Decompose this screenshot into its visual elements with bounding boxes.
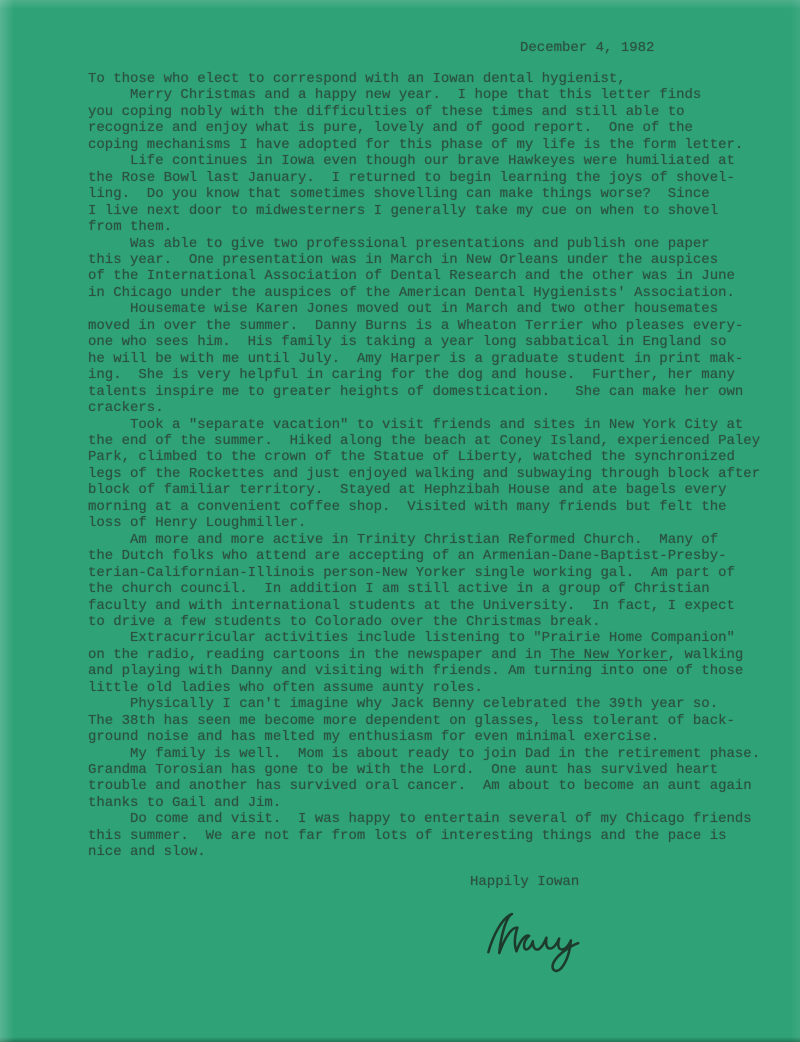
- letter-line: this summer. We are not far from lots of interesting things and the pace is: [88, 827, 727, 844]
- letter-line: little old ladies who often assume aunty roles.: [88, 679, 483, 696]
- letter-line: ling. Do you know that sometimes shovelling can make things worse? Since: [88, 186, 710, 203]
- letter-line: The 38th has seen me become more dependent on glasses, less tolerant of back-: [88, 712, 735, 729]
- letter-line: Am more and more active in Trinity Christian Reformed Church. Many of: [88, 531, 719, 548]
- letter-line: from them.: [88, 219, 173, 236]
- letter-line: I live next door to midwesterners I generally take my cue on when to shovel: [88, 202, 719, 219]
- letter-line: moved in over the summer. Danny Burns is a Wheaton Terrier who pleases every-: [88, 317, 744, 334]
- letter-line: one who sees him. His family is taking a year long sabbatical in England so: [88, 334, 727, 351]
- letter-line: thanks to Gail and Jim.: [88, 794, 282, 811]
- letter-line: ground noise and has melted my enthusiasm for even minimal exercise.: [88, 729, 660, 746]
- letter-line: Park, climbed to the crown of the Statue of Liberty, watched the synchronized: [88, 449, 735, 466]
- letter-line: Do come and visit. I was happy to entertain several of my Chicago friends: [88, 811, 752, 828]
- underlined-publication: The New Yorker: [550, 646, 668, 663]
- letter-line: Life continues in Iowa even though our brave Hawkeyes were humiliated at: [88, 153, 735, 170]
- letter-body: [88, 71, 780, 861]
- letter-line: talents inspire me to greater heights of domestication. She can make her own: [88, 383, 744, 400]
- letter-line: in Chicago under the auspices of the American Dental Hygienists' Association.: [88, 284, 735, 301]
- letter-line: on the radio, reading cartoons in the newspaper and in The New Yorker, walking: [88, 646, 744, 663]
- letter-date: December 4, 1982: [520, 40, 655, 56]
- letter-line: crackers.: [88, 400, 164, 417]
- letter-line: to drive a few students to Colorado over the Christmas break.: [88, 613, 601, 630]
- letter-line: and playing with Danny and visiting with friends. Am turning into one of those: [88, 663, 744, 680]
- letter-line: faculty and with international students at the University. In fact, I expect: [88, 597, 735, 614]
- letter-line: recognize and enjoy what is pure, lovely and of good report. One of the: [88, 120, 693, 137]
- letter-line: nice and slow.: [88, 844, 206, 861]
- letter-line: he will be with me until July. Amy Harper is a graduate student in print mak-: [88, 350, 744, 367]
- letter-line: Took a "separate vacation" to visit friends and sites in New York City at: [88, 416, 744, 433]
- letter-line: the church council. In addition I am still active in a group of Christian: [88, 581, 710, 598]
- letter-line: To those who elect to correspond with an Iowan dental hygienist,: [88, 71, 626, 87]
- letter-line: the Dutch folks who attend are accepting of an Armenian-Dane-Baptist-Presby-: [88, 548, 727, 565]
- signature-handwriting-icon: [482, 906, 600, 982]
- letter-line: the Rose Bowl last January. I returned to begin learning the joys of shovel-: [88, 169, 735, 186]
- letter-line: this year. One presentation was in March in New Orleans under the auspices: [88, 251, 719, 268]
- letter-line: terian-Californian-Illinois person-New Yorker single working gal. Am part of: [88, 564, 735, 581]
- letter-line: the end of the summer. Hiked along the beach at Coney Island, experienced Paley: [88, 432, 761, 449]
- letter-line: My family is well. Mom is about ready to join Dad in the retirement phase.: [88, 745, 761, 762]
- letter-line: Physically I can't imagine why Jack Benny celebrated the 39th year so.: [88, 696, 719, 713]
- letter-line: Was able to give two professional presentations and publish one paper: [88, 235, 710, 252]
- letter-line: Extracurricular activities include listening to "Prairie Home Companion": [88, 630, 735, 647]
- letter-line: loss of Henry Loughmiller.: [88, 515, 307, 532]
- signature: [482, 906, 600, 982]
- letter-line: morning at a convenient coffee shop. Visited with many friends but felt the: [88, 498, 727, 515]
- letter-line: legs of the Rockettes and just enjoyed walking and subwaying through block after: [88, 465, 761, 482]
- letter-line: coping mechanisms I have adopted for this phase of my life is the form letter.: [88, 136, 744, 153]
- letter-line: trouble and another has survived oral cancer. Am about to become an aunt again: [88, 778, 752, 795]
- letter-closing: Happily Iowan: [470, 874, 580, 890]
- letter-line: of the International Association of Dental Research and the other was in June: [88, 268, 735, 285]
- letter-line: ing. She is very helpful in caring for the dog and house. Further, her many: [88, 367, 735, 384]
- letter-line: Housemate wise Karen Jones moved out in March and two other housemates: [88, 301, 719, 318]
- letter-line: block of familiar territory. Stayed at Hephzibah House and ate bagels every: [88, 482, 727, 499]
- letter-line: Merry Christmas and a happy new year. I hope that this letter finds: [88, 87, 702, 104]
- letter-line: you coping nobly with the difficulties of these times and still able to: [88, 103, 685, 120]
- letter-line: Grandma Torosian has gone to be with the Lord. One aunt has survived heart: [88, 762, 719, 779]
